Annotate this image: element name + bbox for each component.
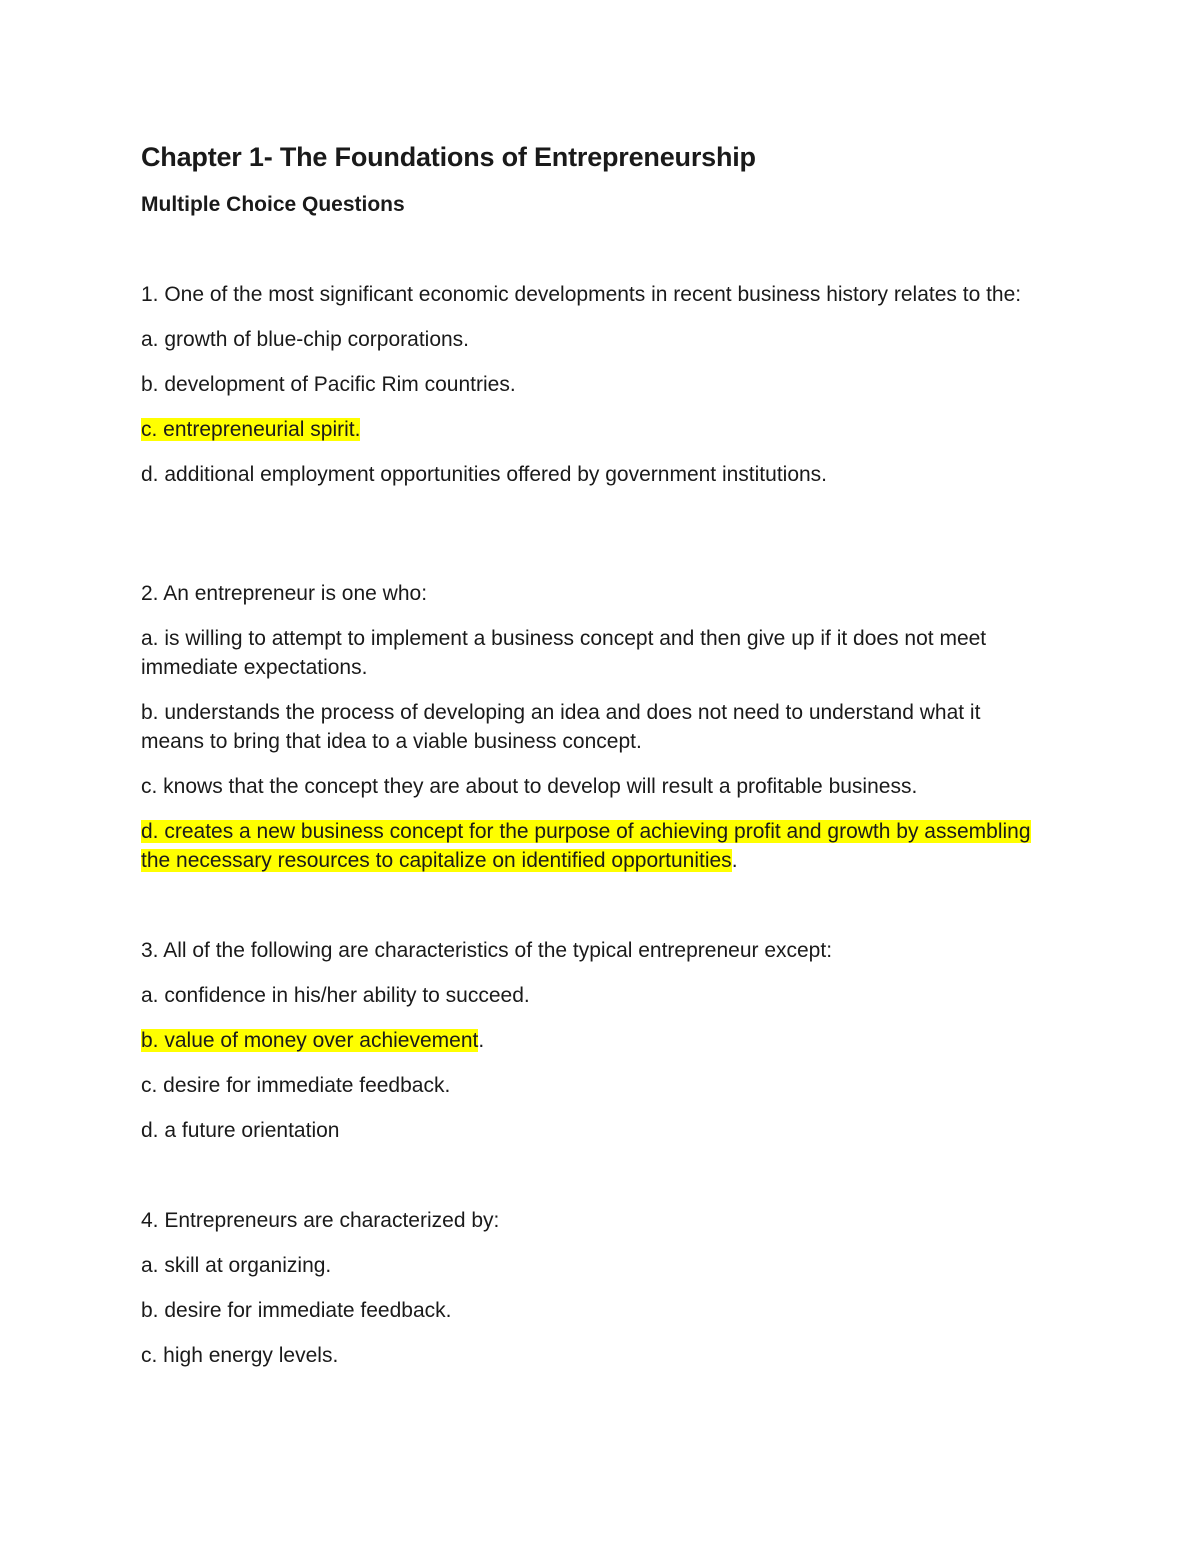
- option-text: d. a future orientation: [141, 1119, 340, 1142]
- option-b-answer: [141, 1026, 1071, 1055]
- section-subtitle: Multiple Choice Questions: [141, 193, 405, 216]
- option-text: c. desire for immediate feedback.: [141, 1074, 451, 1097]
- option-suffix: .: [478, 1029, 485, 1052]
- option-c: [141, 1071, 1071, 1100]
- option-d-answer: [141, 817, 1041, 875]
- option-text: a. skill at organizing.: [141, 1254, 332, 1277]
- option-text: a. is willing to attempt to implement a business concept and then give up if it does not meet immediate expectations.: [141, 627, 987, 679]
- option-a: [141, 624, 1041, 682]
- option-text: c. high energy levels.: [141, 1344, 339, 1367]
- option-d: [141, 1116, 1071, 1145]
- option-text: a. growth of blue-chip corporations.: [141, 328, 470, 351]
- question-text: 3. All of the following are characteristics of the typical entrepreneur except:: [141, 939, 833, 962]
- option-b: [141, 698, 1021, 756]
- question-text: 2. An entrepreneur is one who:: [141, 582, 428, 605]
- chapter-title: Chapter 1- The Foundations of Entrepreneurship: [141, 142, 756, 172]
- option-text: a. confidence in his/her ability to succeed.: [141, 984, 530, 1007]
- highlighted-answer: d. creates a new business concept for the purpose of achieving profit and growth by assembling the necessary resources to capitalize on identified opportunities: [141, 820, 1031, 872]
- option-text: d. additional employment opportunities offered by government institutions.: [141, 463, 828, 486]
- option-d: [141, 460, 1071, 489]
- question-text: 4. Entrepreneurs are characterized by:: [141, 1209, 500, 1232]
- option-text: b. desire for immediate feedback.: [141, 1299, 452, 1322]
- option-text: c. knows that the concept they are about to develop will result a profitable business.: [141, 775, 918, 798]
- question-text: 1. One of the most significant economic developments in recent business history relates to the:: [141, 283, 1022, 306]
- question-4: [141, 1206, 1071, 1370]
- question-3: [141, 936, 1071, 1145]
- highlighted-answer: c. entrepreneurial spirit.: [141, 418, 361, 441]
- option-suffix: .: [731, 849, 738, 872]
- option-c: [141, 1341, 1071, 1370]
- highlighted-answer: b. value of money over achievement: [141, 1029, 479, 1052]
- option-c: [141, 772, 1071, 801]
- option-b: [141, 370, 1071, 399]
- option-c-answer: [141, 415, 1071, 444]
- question-2: [141, 579, 1071, 875]
- option-text: b. development of Pacific Rim countries.: [141, 373, 516, 396]
- option-b: [141, 1296, 1071, 1325]
- option-a: [141, 1251, 1071, 1280]
- option-a: [141, 981, 1071, 1010]
- option-a: [141, 325, 1071, 354]
- question-1: [141, 280, 1071, 489]
- option-text: b. understands the process of developing an idea and does not need to understand what it means to bring that idea to a viable business concept.: [141, 701, 981, 753]
